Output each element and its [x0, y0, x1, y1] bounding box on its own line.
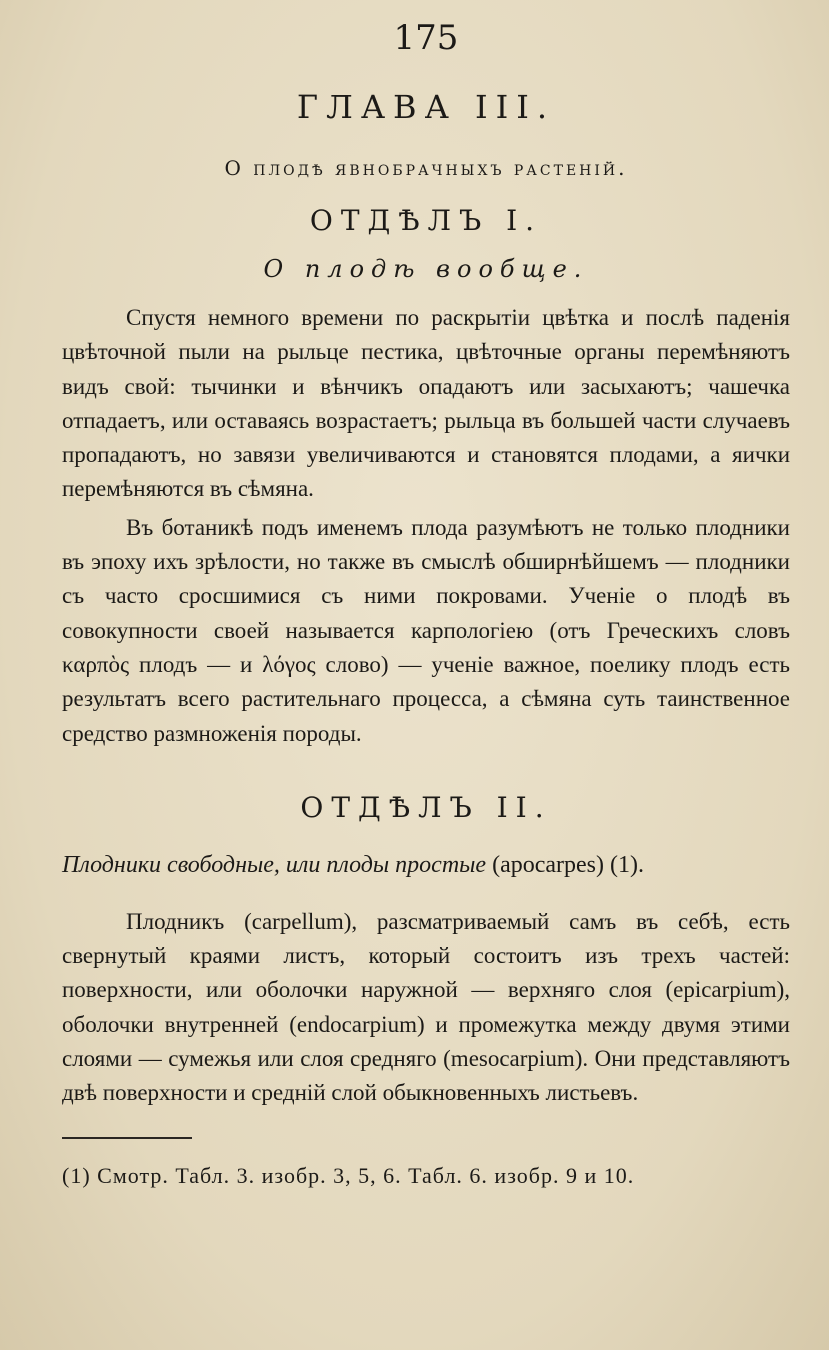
section-2-subtitle-italic: Плодники свободные, или плоды простые [62, 851, 487, 878]
chapter-title: ГЛАВА III. [296, 88, 556, 126]
section-1-title: ОТДѢЛЪ I. [309, 204, 543, 237]
section-2-subtitle-rest: (apocarpes) (1). [486, 851, 644, 878]
paragraph: Спустя немного времени по раскрытіи цвѣтка и послѣ паденія цвѣточной пыли на рыльце пестика, цвѣточные органы перемѣняютъ видъ свой: тычинки и вѣнчикъ опадаютъ или засыхаютъ; чашечка отпадаетъ, или оставаясь возрастаетъ; рыльца въ большей части случаевъ пропадаютъ, но завязи увеличиваются и становятся плодами, а яички перемѣняются въ сѣмяна. [62, 305, 790, 502]
footnote: (1) Смотр. Табл. 3. изобр. 3, 5, 6. Табл. 6. изобр. 9 и 10. [62, 1162, 635, 1188]
chapter-subtitle: О плодѣ явнобрачныхъ растеній. [224, 156, 628, 180]
page-content [62, 16, 790, 1189]
section-2-title: ОТДѢЛЪ II. [300, 790, 552, 824]
footnote-divider [62, 1137, 192, 1139]
paragraph: Въ ботаникѣ подъ именемъ плода разумѣютъ не только плодники въ эпоху ихъ зрѣлости, но также въ смыслѣ обширнѣйшемъ — плодники съ часто сросшимися съ ними покровами. Ученіе о плодѣ въ совокупности своей называется карпологіею (отъ Греческихъ словъ καρπὸς плодъ — и λόγος слово) — ученіе важное, поелику плодъ есть результатъ всего растительнаго процесса, а сѣмяна суть таинственное средство размноженія породы. [62, 514, 790, 746]
page-number: 175 [393, 18, 459, 58]
paragraph: Плодникъ (carpellum), разсматриваемый самъ въ себѣ, есть свернутый краями листъ, который состоитъ изъ трехъ частей: поверхности, или оболочки наружной — верхняго слоя (epicarpium), оболочки внутренней (endocarpium) и промежутка между двумя этими слоями — сумежья или слоя средняго (mesocarpium). Они представляютъ двѣ поверхности и средній слой обыкновенныхъ листьевъ. [62, 908, 790, 1106]
section-2-subtitle [62, 852, 790, 879]
section-1-subtitle: О плодѣ вообще. [263, 255, 589, 283]
